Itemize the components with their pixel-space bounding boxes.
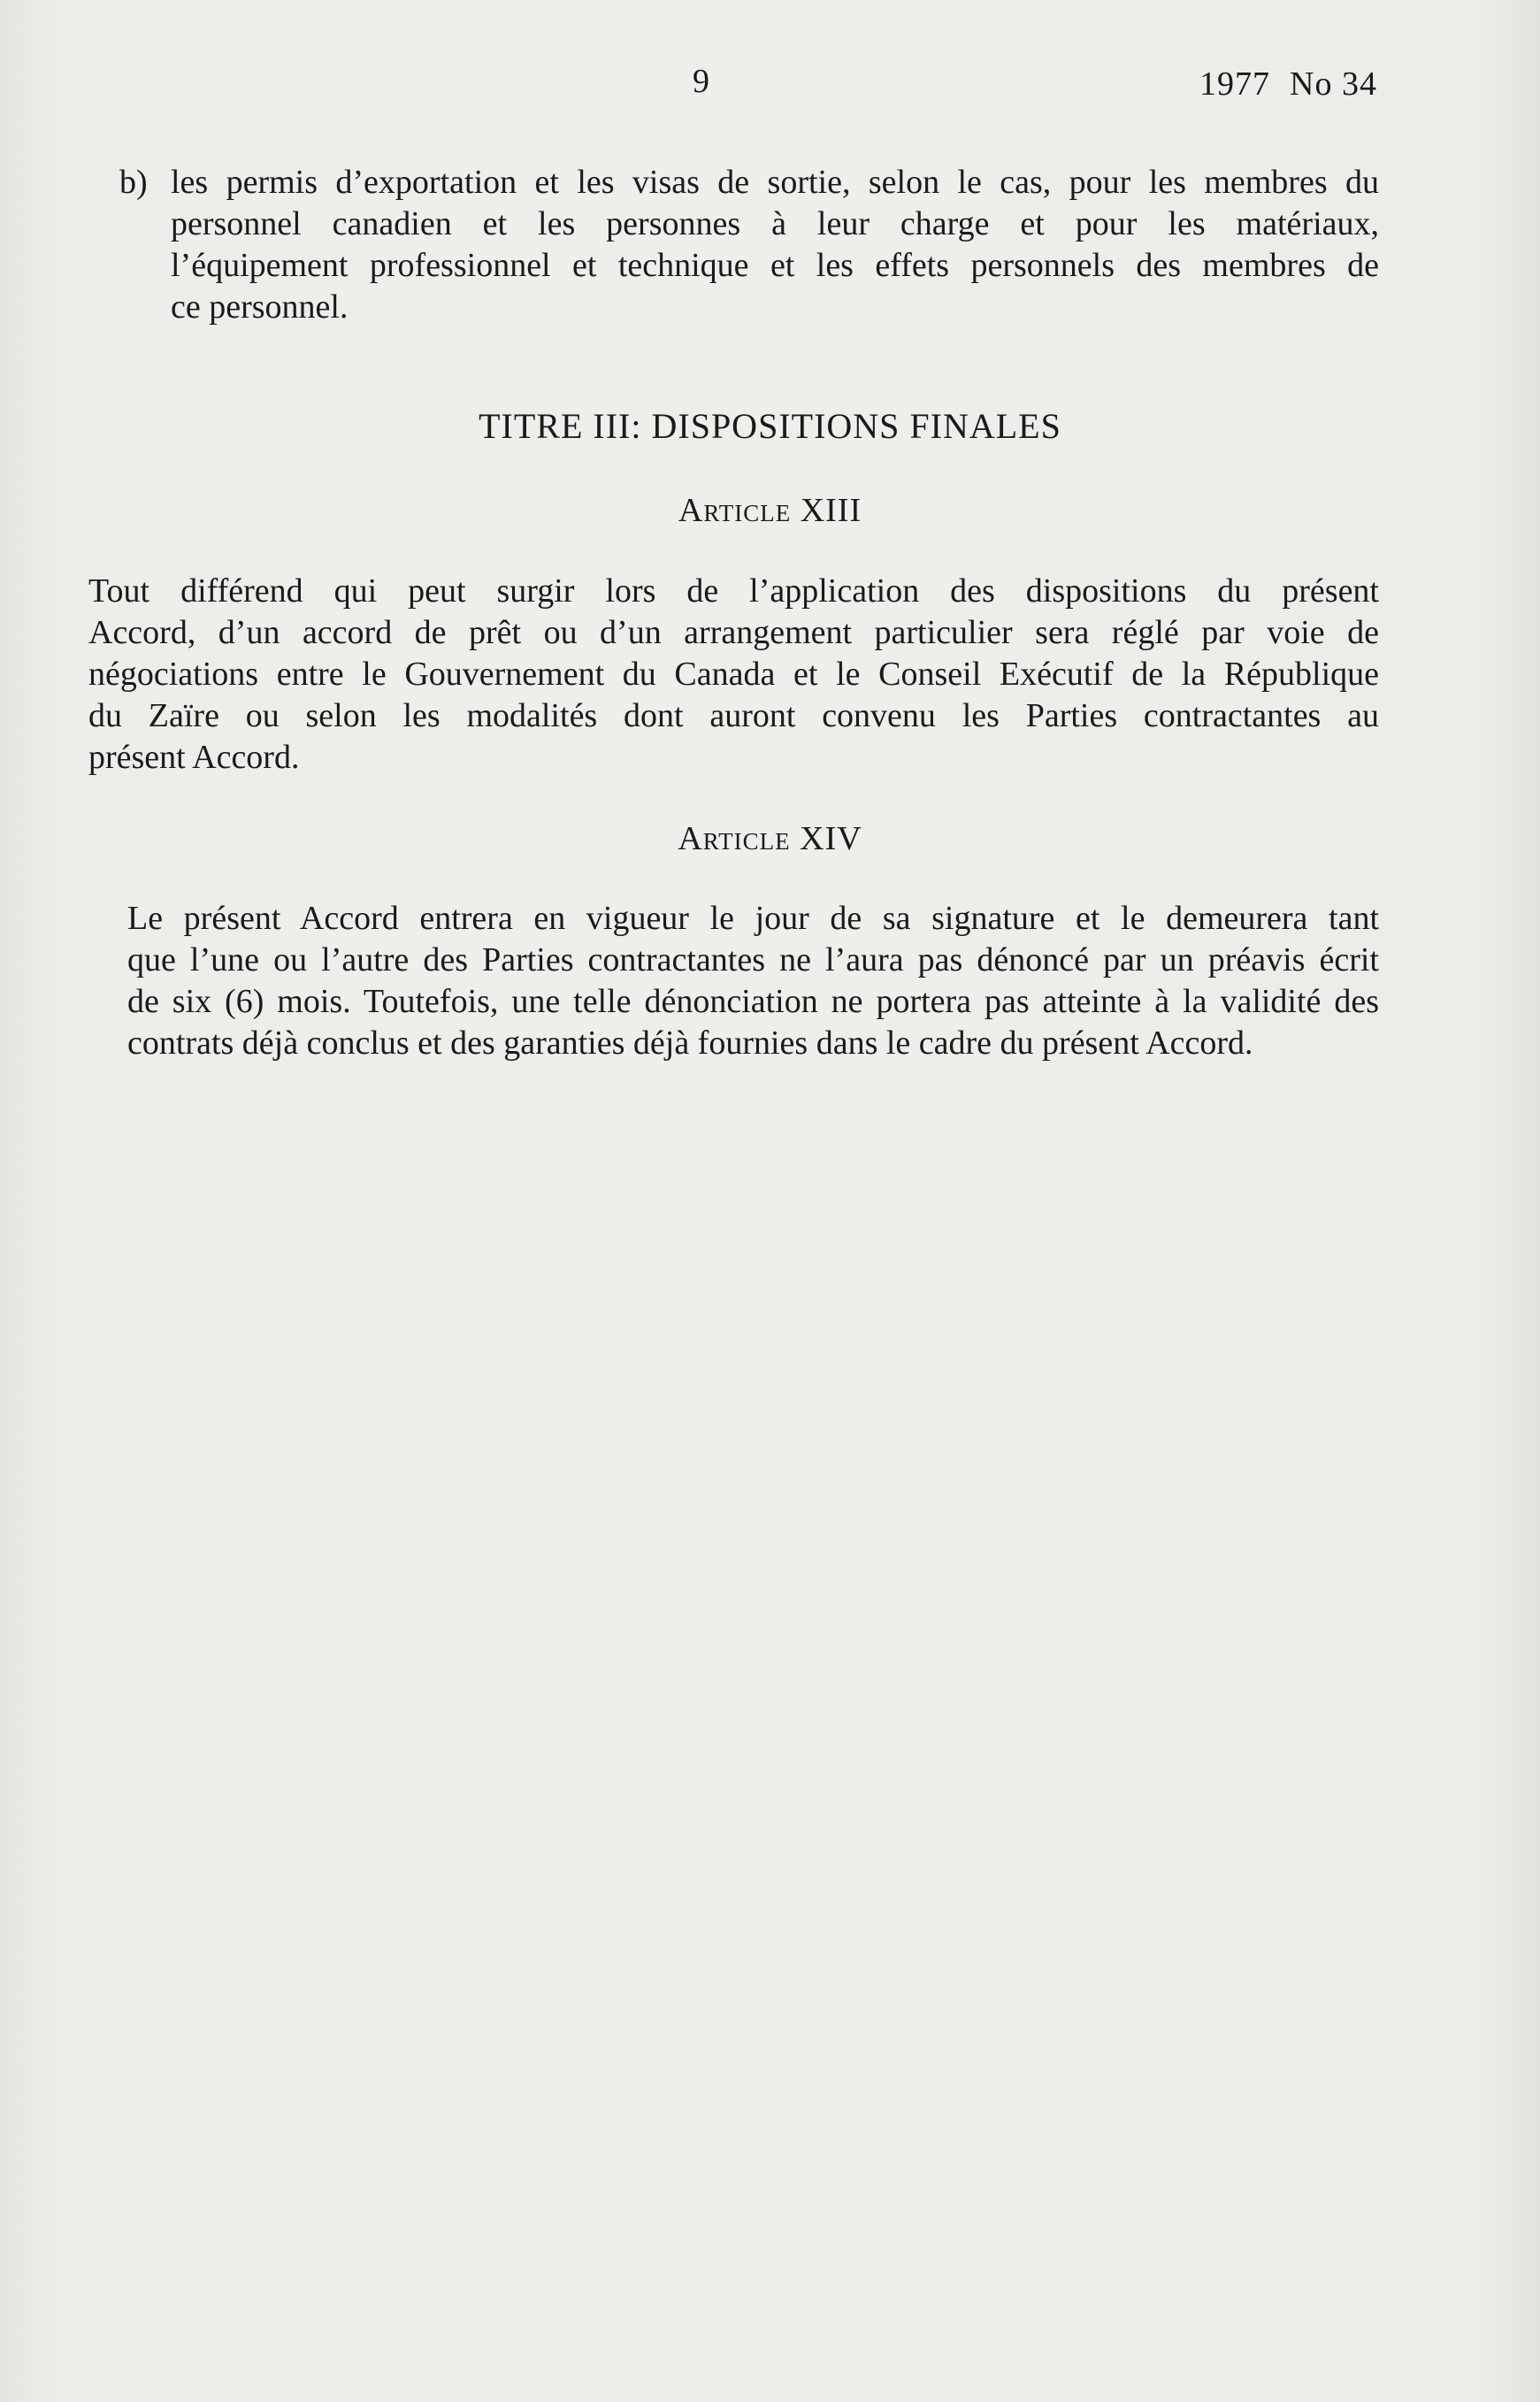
article-xiii-heading: Article XIII — [678, 492, 862, 529]
article-xiv-line: de six (6) mois. Toutefois, une telle dénonciation ne portera pas atteinte à la validité des — [127, 983, 1379, 1020]
number-label: No 34 — [1290, 65, 1377, 103]
article-xiii-line: présent Accord. — [88, 739, 300, 776]
article-xiii-line: négociations entre le Gouvernement du Canada et le Conseil Exécutif de la République — [88, 656, 1379, 693]
item-b-line: l’équipement professionnel et technique et les effets personnels des membres de — [171, 247, 1379, 284]
item-b-marker: b) — [119, 164, 148, 201]
item-b-line: ce personnel. — [171, 288, 349, 326]
article-xiii-line: du Zaïre ou selon les modalités dont auront convenu les Parties contractantes au — [88, 697, 1379, 734]
article-xiv-heading: Article XIV — [678, 820, 862, 857]
page-number: 9 — [693, 63, 709, 100]
article-xiii-line: Tout différend qui peut surgir lors de l’application des dispositions du présent — [88, 572, 1379, 610]
article-xiii-line: Accord, d’un accord de prêt ou d’un arrangement particulier sera réglé par voie de — [88, 614, 1379, 651]
article-xiv-line: Le présent Accord entrera en vigueur le jour de sa signature et le demeurera tant — [127, 900, 1379, 937]
item-b-paragraph — [171, 162, 1379, 328]
section-title: TITRE III: DISPOSITIONS FINALES — [479, 406, 1061, 446]
year: 1977 — [1199, 65, 1271, 103]
header-year-number — [1199, 65, 1377, 104]
item-b-line: les permis d’exportation et les visas de sortie, selon le cas, pour les membres du — [171, 164, 1379, 201]
article-xiv-paragraph — [51, 898, 1379, 1064]
article-xiv-line: contrats déjà conclus et des garanties déjà fournies dans le cadre du présent Accord. — [127, 1024, 1253, 1062]
article-xiv-line: que l’une ou l’autre des Parties contractantes ne l’aura pas dénoncé par un préavis écrit — [127, 941, 1379, 978]
article-xiii-paragraph — [51, 571, 1379, 779]
item-b-line: personnel canadien et les personnes à leur charge et pour les matériaux, — [171, 205, 1379, 242]
